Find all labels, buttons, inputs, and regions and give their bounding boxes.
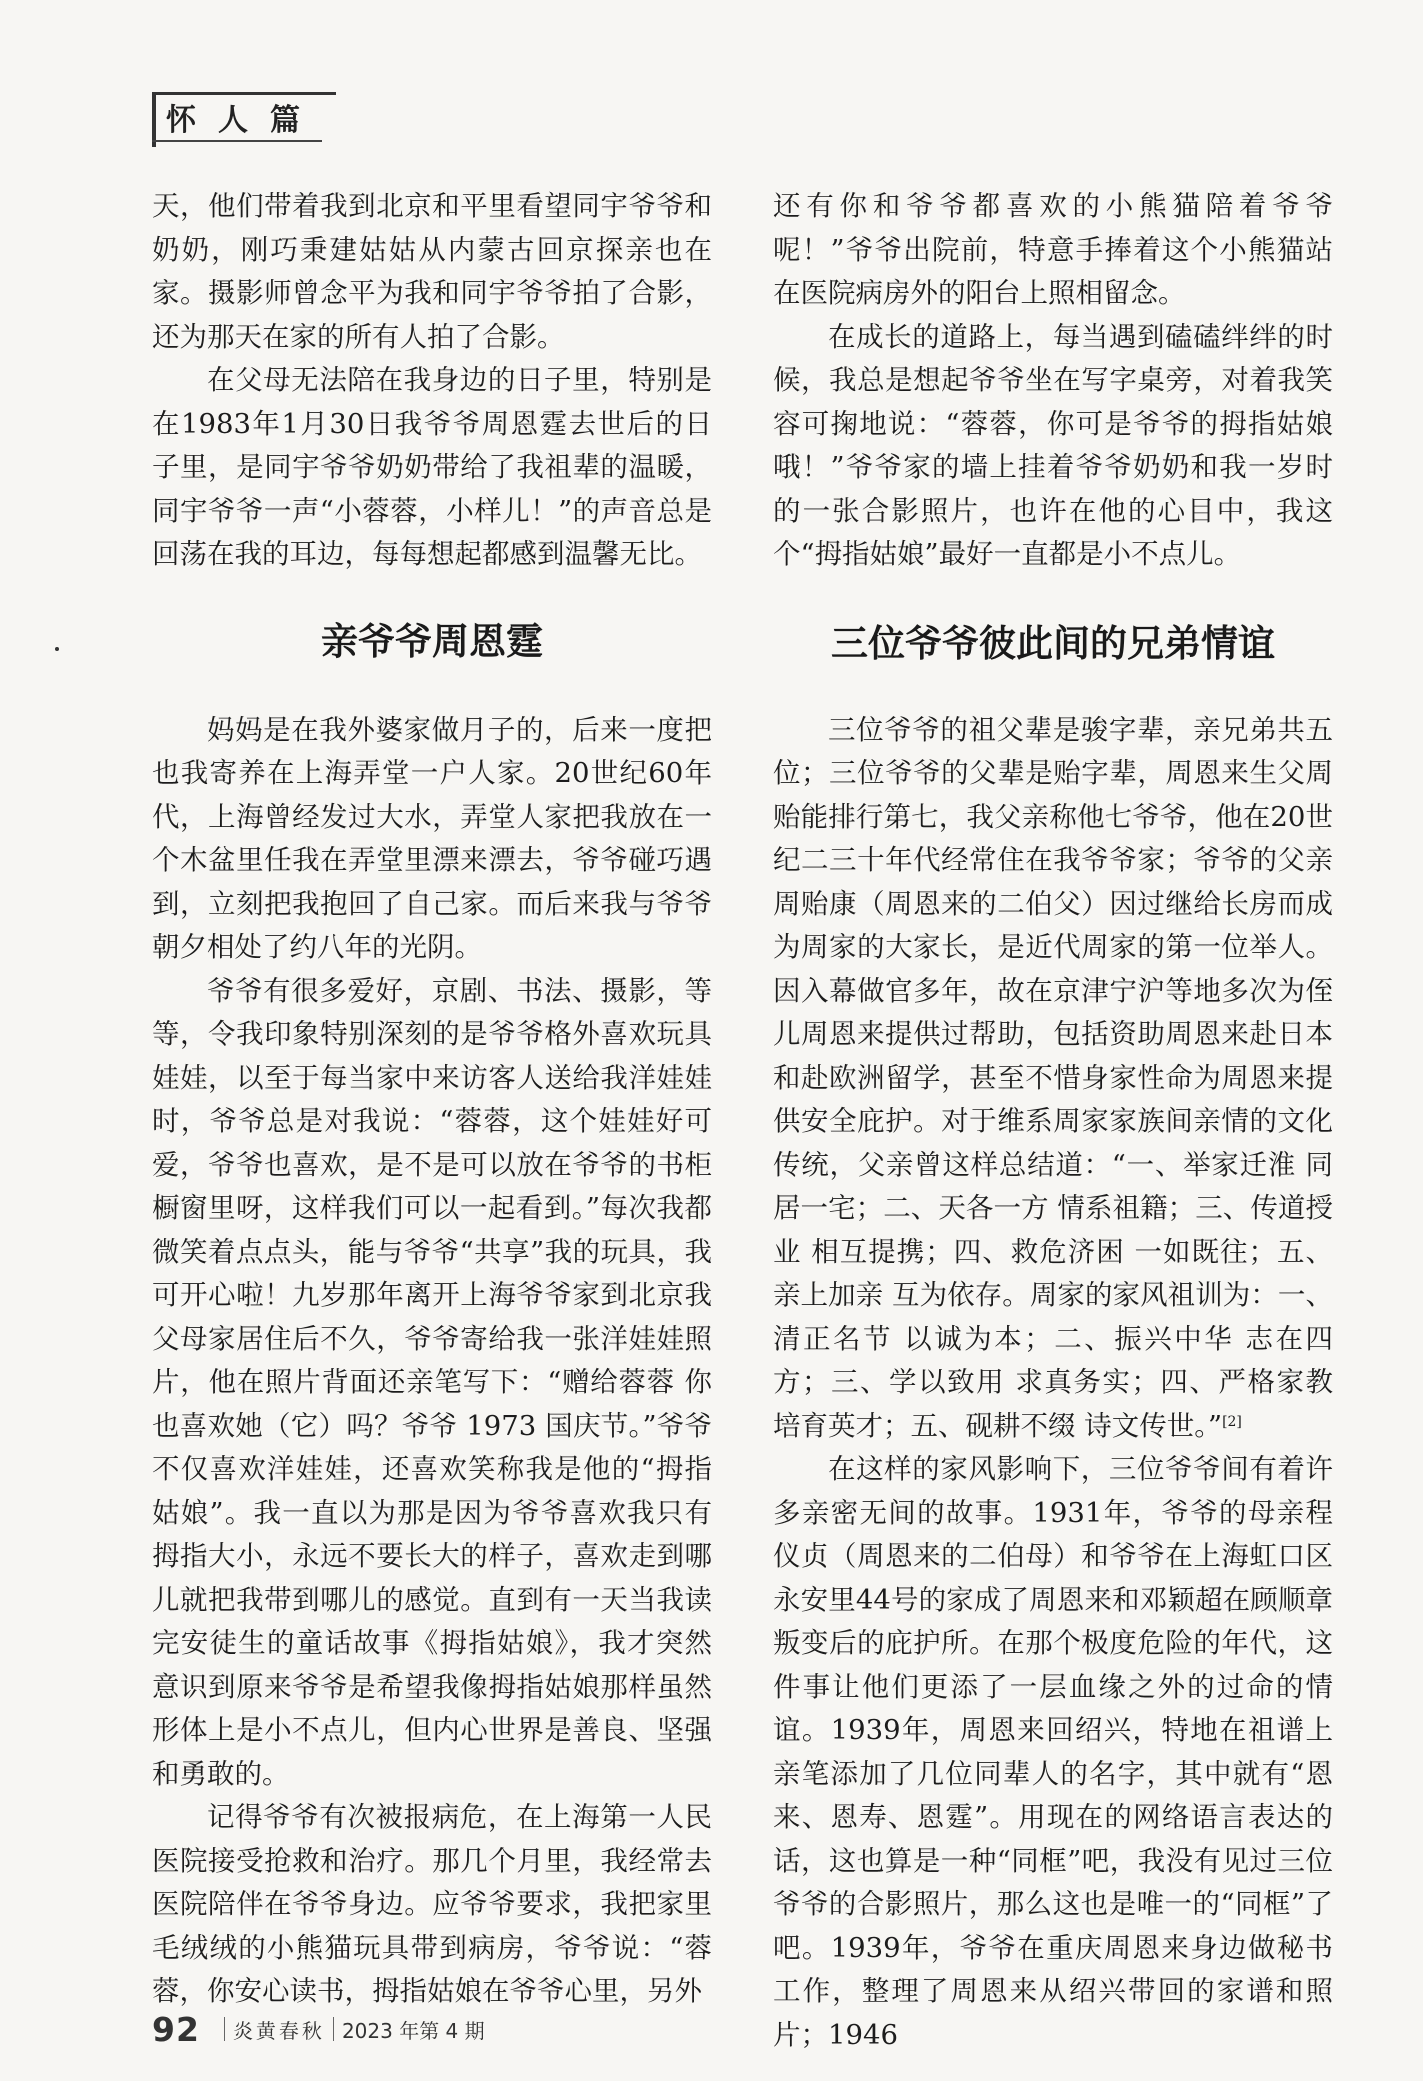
footer-divider: [333, 2017, 334, 2041]
paragraph-text: 三位爷爷的祖父辈是骏字辈，亲兄弟共五位；三位爷爷的父辈是贻字辈，周恩来生父周贻能排行第七，我父亲称他七爷爷，他在20世纪二三十年代经常住在我爷爷家；爷爷的父亲周贻康（周恩来的二伯父）因过继给长房而成为周家的大家长，是近代周家的第一位举人。因入幕做官多年，故在京津宁沪等地多次为侄儿周恩来提供过帮助，包括资助周恩来赴日本和赴欧洲留学，甚至不惜身家性命为周恩来提供安全庇护。对于维系周家家族间亲情的文化传统，父亲曾这样总结道：“一、举家迁淮 同居一宅；二、天各一方 情系祖籍；三、传道授业 相互提携；四、救危济困 一如既往；五、亲上加亲 互为依存。周家的家风祖训为：一、清正名节 以诚为本；二、振兴中华 志在四方；三、学以致用 求真务实；四、严格家教 培育英才；五、砚耕不缀 诗文传世。”: [773, 713, 1333, 1442]
right-column: [773, 185, 1333, 2057]
section-tag: 怀人篇: [152, 92, 336, 147]
paragraph: 还有你和爷爷都喜欢的小熊猫陪着爷爷呢！”爷爷出院前，特意手捧着这个小熊猫站在医院病房外的阳台上照相留念。: [773, 190, 1333, 309]
header-rule: [152, 140, 322, 142]
section-heading: 三位爷爷彼此间的兄弟情谊: [831, 621, 1275, 665]
footer-divider: [224, 2017, 225, 2041]
margin-dot: [55, 647, 59, 651]
left-column: [152, 185, 712, 2014]
issue-label: 2023 年第 4 期: [341, 2018, 485, 2043]
paragraph: 在这样的家风影响下，三位爷爷间有着许多亲密无间的故事。1931年，爷爷的母亲程仪贞（周恩来的二伯母）和爷爷在上海虹口区永安里44号的家成了周恩来和邓颖超在顾顺章叛变后的庇护所。在那个极度危险的年代，这件事让他们更添了一层血缘之外的过命的情谊。1939年，周恩来回绍兴，特地在祖谱上亲笔添加了几位同辈人的名字，其中就有“恩来、恩寿、恩霆”。用现在的网络语言表达的话，这也算是一种“同框”吧，我没有见过三位爷爷的合影照片，那么这也是唯一的“同框”了吧。1939年，爷爷在重庆周恩来身边做秘书工作，整理了周恩来从绍兴带回的家谱和照片；1946: [773, 1453, 1333, 2051]
paragraph: 妈妈是在我外婆家做月子的，后来一度把也我寄养在上海弄堂一户人家。20世纪60年代，上海曾经发过大水，弄堂人家把我放在一个木盆里任我在弄堂里漂来漂去，爷爷碰巧遇到，立刻把我抱回了自己家。而后来我与爷爷朝夕相处了约八年的光阴。: [152, 713, 712, 963]
paragraph: 天，他们带着我到北京和平里看望同宇爷爷和奶奶，刚巧秉建姑姑从内蒙古回京探亲也在家。摄影师曾念平为我和同宇爷爷拍了合影，还为那天在家的所有人拍了合影。: [152, 190, 712, 353]
page-footer: [152, 2009, 485, 2049]
page-number: 92: [152, 2009, 200, 2049]
paragraph: 在成长的道路上，每当遇到磕磕绊绊的时候，我总是想起爷爷坐在写字桌旁，对着我笑容可掬地说：“蓉蓉，你可是爷爷的拇指姑娘哦！”爷爷家的墙上挂着爷爷奶奶和我一岁时的一张合影照片，也许在他的心目中，我这个“拇指姑娘”最好一直都是小不点儿。: [773, 320, 1333, 570]
paragraph: 在父母无法陪在我身边的日子里，特别是在1983年1月30日我爷爷周恩霆去世后的日子里，是同宇爷爷奶奶带给了我祖辈的温暖，同宇爷爷一声“小蓉蓉，小样儿！”的声音总是回荡在我的耳边，每每想起都感到温馨无比。: [152, 364, 712, 570]
footnote-ref: [2]: [1222, 1413, 1242, 1430]
paragraph: 记得爷爷有次被报病危，在上海第一人民医院接受抢救和治疗。那几个月里，我经常去医院陪伴在爷爷身边。应爷爷要求，我把家里毛绒绒的小熊猫玩具带到病房，爷爷说：“蓉蓉，你安心读书，拇指姑娘在爷爷心里，另外: [152, 1801, 712, 2007]
paragraph: 爷爷有很多爱好，京剧、书法、摄影，等等，令我印象特别深刻的是爷爷格外喜欢玩具娃娃，以至于每当家中来访客人送给我洋娃娃时，爷爷总是对我说：“蓉蓉，这个娃娃好可爱，爷爷也喜欢，是不是可以放在爷爷的书柜橱窗里呀，这样我们可以一起看到。”每次我都微笑着点点头，能与爷爷“共享”我的玩具，我可开心啦！九岁那年离开上海爷爷家到北京我父母家居住后不久，爷爷寄给我一张洋娃娃照片，他在照片背面还亲笔写下：“赠给蓉蓉 你也喜欢她（它）吗？爷爷 1973 国庆节。”爷爷不仅喜欢洋娃娃，还喜欢笑称我是他的“拇指姑娘”。我一直以为那是因为爷爷喜欢我只有拇指大小，永远不要长大的样子，喜欢走到哪儿就把我带到哪儿的感觉。直到有一天当我读完安徒生的童话故事《拇指姑娘》，我才突然意识到原来爷爷是希望我像拇指姑娘那样虽然形体上是小不点儿，但内心世界是善良、坚强和勇敢的。: [152, 974, 712, 1790]
section-heading: 亲爷爷周恩霆: [321, 619, 543, 663]
journal-name: 炎黄春秋: [232, 2018, 325, 2043]
paragraph: [773, 709, 1333, 1449]
